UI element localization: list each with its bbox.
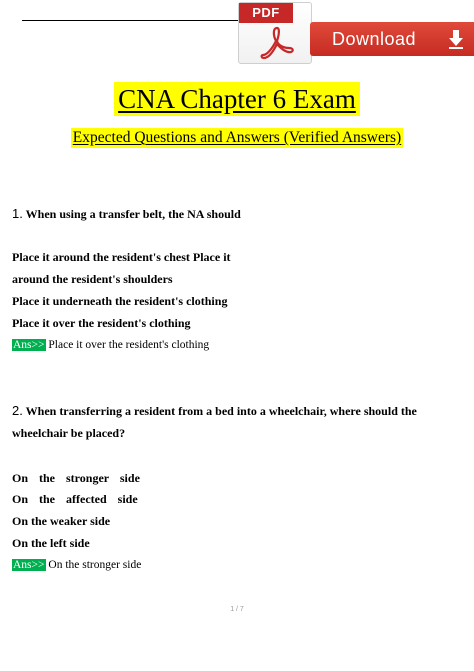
question-number: 2. — [12, 403, 23, 418]
pdf-download-banner[interactable] — [238, 0, 474, 66]
option-1a: Place it around the resident's chest Place it — [12, 250, 231, 264]
subtitle-block — [0, 128, 474, 148]
option-2c: On the weaker side — [12, 514, 111, 528]
title-block — [0, 82, 474, 116]
question-text-line-1: When transferring a resident from a bed into a wheelchair, where should the — [25, 404, 417, 418]
option-1c: Place it underneath the resident's clothing — [12, 294, 228, 308]
acrobat-icon — [259, 25, 295, 61]
download-button[interactable] — [310, 22, 474, 56]
answer-text: Place it over the resident's clothing — [48, 339, 210, 351]
answer-tag: Ans>> — [13, 559, 45, 571]
option-2a: On the stronger side — [12, 471, 140, 485]
question-number: 1. — [12, 206, 23, 221]
document-title: CNA Chapter 6 Exam — [114, 82, 360, 116]
answer-text: On the stronger side — [48, 559, 142, 571]
question-text: When using a transfer belt, the NA should — [25, 207, 241, 221]
answer-2 — [12, 557, 141, 573]
question-text-line-2: wheelchair be placed? — [12, 426, 126, 440]
question-2 — [12, 400, 462, 444]
download-label: Download — [332, 29, 417, 49]
option-1d: Place it over the resident's clothing — [12, 316, 191, 330]
document-subtitle: Expected Questions and Answers (Verified Answers) — [72, 129, 402, 146]
question-1 — [12, 203, 462, 225]
download-arrow-icon — [446, 29, 466, 49]
option-2d: On the left side — [12, 536, 90, 550]
option-1b: around the resident's shoulders — [12, 272, 173, 286]
answer-tag: Ans>> — [13, 339, 45, 351]
pdf-badge[interactable] — [238, 2, 312, 64]
pdf-label: PDF — [239, 3, 293, 23]
page-number: 1 / 7 — [230, 606, 244, 613]
option-2b: On the affected side — [12, 492, 138, 506]
header-rule — [22, 20, 244, 21]
answer-1 — [12, 337, 209, 353]
